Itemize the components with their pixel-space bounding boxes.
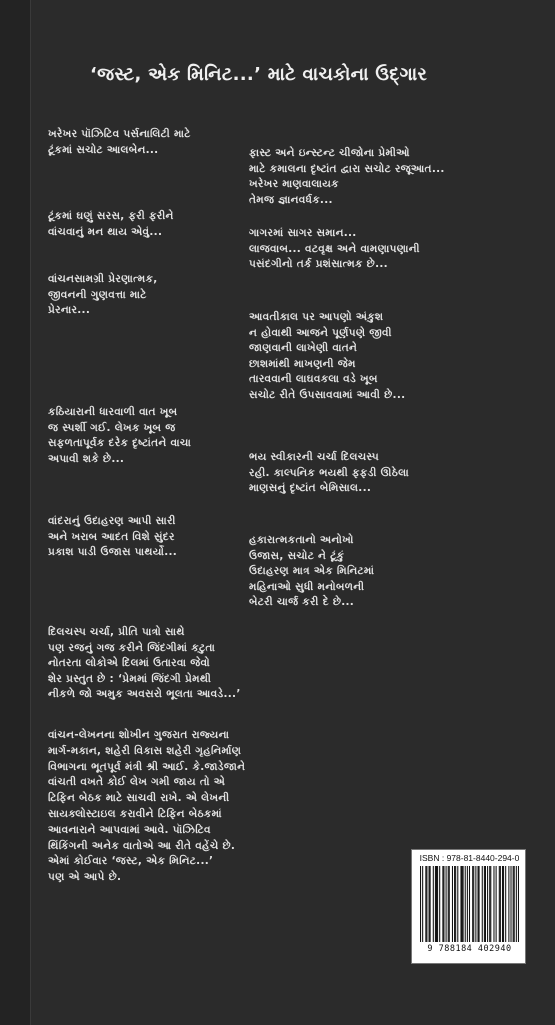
quote-line: મહિનાઓ સુધી મનોબળની [249, 580, 365, 593]
barcode-bar [425, 866, 426, 942]
quote-line: તેમજ જ્ઞાનવર્ધક... [249, 193, 333, 206]
barcode-bar [449, 866, 450, 942]
quote-line: રહી. કાલ્પનિક ભયથી ફફડી ઊઠેલા [249, 466, 409, 479]
barcode-bar [510, 866, 511, 942]
right-quote-3 [249, 310, 405, 404]
isbn-digits: 9 788184 402940 [427, 944, 512, 954]
quote-line: કઠિયારાની ધારવાળી વાત ખૂબ [48, 406, 178, 418]
quote-line: બેટરી ચાર્જ કરી દે છે... [249, 596, 355, 609]
right-quote-4 [249, 450, 409, 497]
quote-line: નોતરતા લોકોએ દિલમાં ઉતારવા જેવો [48, 657, 210, 670]
quote-line: ગાગરમાં સાગર સમાન... [249, 227, 357, 239]
quote-line: તારવવાની લાઘવકલા વડે ખૂબ [249, 373, 378, 386]
right-quote-2 [249, 226, 420, 273]
about-line: પણ એ આપે છે. [48, 871, 122, 884]
about-line: સાયક્લોસ્ટાઇલ કરાવીને ટિફિન બેઠકમાં [48, 807, 222, 820]
barcode-bar [469, 866, 470, 942]
about-line: વાંચન-લેખનના શોખીન ગુજરાત રાજ્યના [48, 729, 230, 741]
barcode-bar [463, 866, 464, 942]
barcode-bar [502, 866, 503, 942]
quote-line: ઉદાહરણ માત્ર એક મિનિટમાં [249, 565, 375, 578]
barcode-bar [482, 866, 483, 942]
barcode-bar [465, 866, 466, 942]
quote-line: દિલચસ્પ ચર્ચા, પ્રીતિ પાત્રો સાથે [48, 626, 185, 638]
wide-quote [48, 625, 241, 703]
quote-line: લાજવાબ... વટવૃક્ષ અને વામણાપણાની [249, 242, 420, 255]
barcode-bar [473, 866, 474, 942]
quote-line: પ્રેરનાર... [48, 304, 91, 317]
isbn-label: ISBN : 978-81-8440-294-0 [419, 853, 520, 863]
quote-line: પસંદગીનો તર્ક પ્રશંસાત્મક છે... [249, 258, 388, 271]
left-quote-2 [48, 209, 174, 240]
barcode-bar [508, 866, 509, 942]
quote-line: અને ખરાબ આદત વિશે સુંદર [48, 530, 175, 543]
quote-line: પણ રજનું ગજ કરીને જિંદગીમાં કટુતા [48, 641, 216, 654]
barcode-bar [493, 866, 494, 942]
about-line: વાંચતી વખતે કોઈ લેખ ગમી જાય તો એ [48, 776, 226, 789]
about-line: આવનારાને આપવામાં આવે. પૉઝિટિવ [48, 823, 211, 836]
quote-line: ભય સ્વીકારની ચર્ચા દિલચસ્પ [249, 451, 380, 463]
quote-line: વાંચવાનું મન થાય એવું... [48, 225, 163, 238]
barcode-bar [437, 866, 438, 942]
quote-line: હકારાત્મકતાનો અનોખો [249, 534, 354, 546]
quote-line: વાંચનસામગ્રી પ્રેરણાત્મક, [48, 273, 158, 285]
barcode-bar [475, 866, 476, 942]
quote-line: ન હોવાથી આજને પૂર્ણપણે જીવી [249, 326, 392, 339]
quote-line: ખરેખર માણવાલાયક [249, 178, 339, 191]
quote-line: સફળતાપૂર્વક દરેક દૃષ્ટાંતને વાચા [48, 437, 192, 450]
barcode-bar [426, 866, 427, 942]
barcode-bar [435, 866, 436, 942]
about-line: વિભાગના ભૂતપૂર્વ મંત્રી શ્રી આઈ. કે.જાડેજાને [48, 760, 246, 773]
barcode-bar [460, 866, 461, 942]
about-line: માર્ગ-મકાન, શહેરી વિકાસ શહેરી ગૃહનિર્માણ [48, 744, 242, 757]
barcode-bar [477, 866, 478, 942]
barcode-bar [503, 866, 504, 942]
right-quote-5 [249, 533, 374, 611]
barcode-bar [457, 866, 458, 942]
quote-line: જીવનની ગુણવત્તા માટે [48, 288, 147, 301]
barcode-bar [487, 866, 488, 942]
about-line: એમાં કોઈવાર ‘જસ્ટ, એક મિનિટ...’ [48, 855, 214, 868]
barcode-bar [454, 866, 455, 942]
barcode-bar [462, 866, 463, 942]
quote-line: માણસનું દૃષ્ટાંત બેમિસાલ... [249, 482, 372, 495]
barcode-bar [489, 866, 490, 942]
left-quote-5 [48, 514, 177, 561]
barcode-bar [490, 866, 491, 942]
quote-line: જાણવાની લાખેણી વાતને [249, 342, 358, 355]
page-title: ‘જસ્ટ, એક મિનિટ...’ માટે વાચકોના ઉદ્‌ગાર [90, 64, 428, 85]
barcode-icon [420, 866, 519, 942]
quote-line: આવતીકાલ પર આપણો અંકુશ [249, 311, 384, 323]
about-line: થિંકિંગની અનેક વાતોએ આ રીતે વહેંચે છે. [48, 839, 236, 852]
barcode-bar [472, 866, 473, 942]
quote-line: સચોટ રીતે ઉપસાવવામાં આવી છે... [249, 388, 406, 401]
barcode-bar [479, 866, 480, 942]
barcode-bar [505, 866, 506, 942]
quote-line: ટૂંકમાં ઘણું સરસ, ફરી ફરીને [48, 210, 174, 222]
left-quote-3 [48, 272, 158, 319]
barcode-bar [422, 866, 423, 942]
barcode-bar [467, 866, 468, 942]
quote-line: ટૂંકમાં સચોટ આલબેન... [48, 143, 159, 156]
barcode-bar [499, 866, 500, 942]
barcode-bar [433, 866, 434, 942]
quote-line: ઉજાસ, સચોટ ને ટૂંકું [249, 549, 345, 562]
right-quote-1 [249, 146, 445, 208]
quote-line: અપાવી શકે છે... [48, 452, 125, 465]
barcode-bar [448, 866, 449, 942]
barcode-bar [484, 866, 485, 942]
barcode-bar [496, 866, 497, 942]
quote-line: શેર પ્રસ્તુત છે : ‘પ્રેમમાં જિંદગી પ્રેમથી [48, 672, 212, 685]
barcode-bar [485, 866, 486, 942]
barcode-bar [452, 866, 453, 942]
spine-divider [30, 0, 31, 1025]
about-paragraph [48, 728, 245, 886]
barcode-bar [442, 866, 443, 942]
barcode-bar [514, 866, 515, 942]
barcode-bar [516, 866, 517, 942]
quote-line: છાશમાંથી માખણની જેમ [249, 357, 356, 370]
quote-line: નીકળે જો અમુક અવસરો ભૂલતા આવડે...’ [48, 688, 241, 701]
barcode-bar [446, 866, 447, 942]
barcode-bar [430, 866, 431, 942]
barcode-bar [500, 866, 501, 942]
isbn-barcode-box [411, 849, 526, 964]
barcode-bar [429, 866, 430, 942]
quote-line: માટે કમાલના દૃષ્ટાંત દ્વારા સચોટ રજૂઆત... [249, 162, 445, 175]
spine-edge [0, 0, 30, 1025]
left-quote-4 [48, 405, 191, 467]
barcode-bar [443, 866, 444, 942]
barcode-bar [439, 866, 440, 942]
barcode-bar [513, 866, 514, 942]
quote-line: પ્રકાશ પાડી ઉજાસ પાથર્યો... [48, 546, 178, 559]
barcode-bar [436, 866, 437, 942]
barcode-bar [455, 866, 456, 942]
barcode-bar [518, 866, 519, 942]
barcode-bar [420, 866, 421, 942]
about-line: ટિફિન બેઠક માટે સાચવી રાખે. એ લેખની [48, 792, 230, 805]
quote-line: વાંદરાનું ઉદાહરણ આપી સારી [48, 515, 176, 527]
left-quote-1 [48, 127, 191, 158]
quote-line: ખરેખર પૉઝિટિવ પર્સનાલિટી માટે [48, 128, 191, 140]
quote-line: જ સ્પર્શી ગઈ. લેખક ખૂબ જ [48, 421, 176, 434]
quote-line: ફાસ્ટ અને ઇન્સ્ટન્ટ ચીજોના પ્રેમીઓ [249, 147, 410, 159]
